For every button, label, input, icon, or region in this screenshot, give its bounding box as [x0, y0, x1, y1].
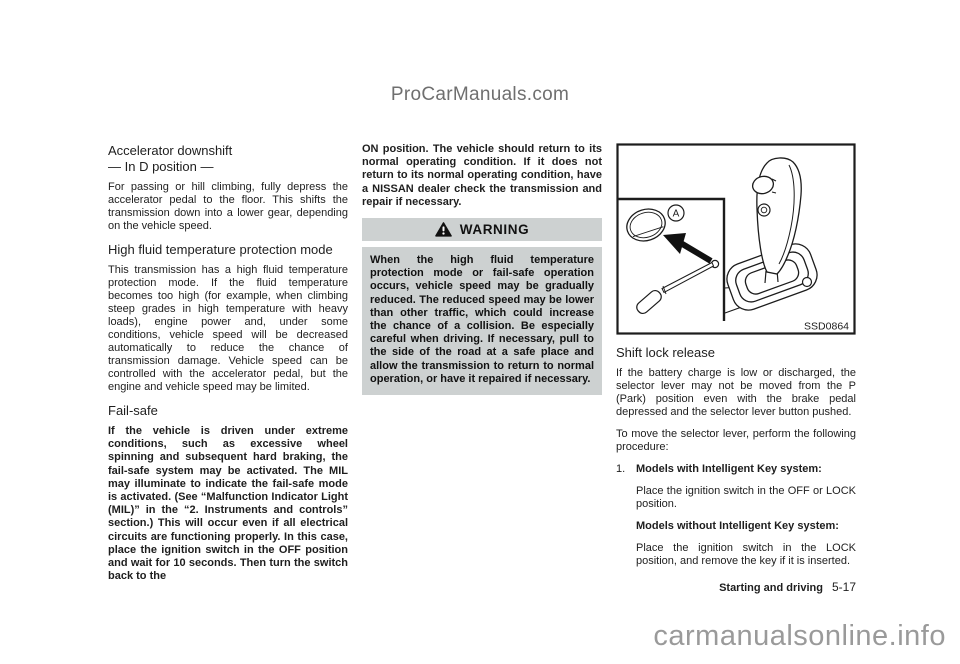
warning-text: When the high fluid temperature protection mode or fail-safe operation occurs, vehicle speed may be gradually reduced. The reduced speed may be lower than other traffic, which could increase the chance of a collision. Be especially careful when driving. If necessary, pull to the side of the road at a safe place and allow the transmission to return to normal operation, or have it repaired if necessary.	[370, 254, 594, 385]
column-middle	[362, 143, 602, 596]
para-accelerator-downshift: For passing or hill climbing, fully depress the accelerator pedal to the floor. This shifts the transmission down into a lower gear, depending on the vehicle speed.	[108, 181, 348, 232]
heading-shift-lock-release: Shift lock release	[616, 345, 715, 360]
warning-header	[362, 218, 602, 241]
step-number: 1.	[616, 463, 626, 475]
para-high-fluid-mode: This transmission has a high fluid temperature protection mode. If the fluid temperature becomes too high (for example, when climbing steep grades in high temperature with heavy loads), engine power and, under some conditions, vehicle speed will be decreased automatically to reduce the chance of transmission damage. Vehicle speed can be controlled with the accelerator pedal, but the engine and vehicle speed may be limited.	[108, 264, 348, 393]
shift-lock-hole	[803, 278, 812, 287]
heading-line-2: — In D position —	[108, 159, 214, 174]
warning-body	[362, 247, 602, 395]
procedure-step-1	[616, 463, 856, 568]
step-heading-with-key: Models with Intelligent Key system:	[636, 463, 822, 475]
page-footer	[616, 578, 856, 596]
para-on-position: ON position. The vehicle should return to its normal operating condition. If it does not return to its normal operating condition, have a NISSAN dealer check the transmission and repair if necessary.	[362, 143, 602, 208]
heading-fail-safe: Fail-safe	[108, 403, 158, 418]
column-right	[616, 143, 856, 596]
step-heading-without-key: Models without Intelligent Key system:	[636, 520, 839, 532]
para-battery-charge: If the battery charge is low or discharged, the selector lever may not be moved from the P (Park) position even with the brake pedal depressed and the selector lever button pushed.	[616, 367, 856, 418]
para-fail-safe: If the vehicle is driven under extreme conditions, such as excessive wheel spinning and subsequent hard braking, the fail-safe system may be activated. The MIL may illuminate to indicate the fail-safe mode is activated. (See “Malfunction Indicator Light (MIL)” in the “2. Instruments and controls” section.) This will occur even if all electrical circuits are functioning properly. In this case, place the ignition switch in the OFF position and wait for 10 seconds. Then turn the switch back to the	[108, 425, 348, 583]
warning-box	[362, 218, 602, 395]
heading-high-fluid-mode: High fluid temperature protection mode	[108, 242, 333, 257]
warning-triangle-icon	[435, 222, 452, 237]
para-procedure-intro: To move the selector lever, perform the following procedure:	[616, 428, 856, 453]
warning-title: WARNING	[459, 222, 530, 238]
watermark-top: ProCarManuals.com	[390, 84, 570, 105]
step-para-with-key: Place the ignition switch in the OFF or LOCK position.	[636, 485, 856, 510]
callout-a	[668, 205, 684, 221]
watermark-bottom: carmanualsonline.info	[653, 620, 946, 652]
step-para-without-key: Place the ignition switch in the LOCK position, and remove the key if it is inserted.	[636, 542, 856, 567]
callout-letter: A	[672, 208, 680, 220]
figure-shift-lock-release	[616, 143, 856, 335]
figure-code: SSD0864	[804, 320, 849, 333]
page-content	[108, 143, 858, 596]
heading-line-1: Accelerator downshift	[108, 143, 233, 158]
step-body	[636, 463, 856, 568]
small-button-outer	[758, 204, 770, 216]
footer-section-title: Starting and driving	[719, 582, 823, 594]
heading-accelerator-downshift	[108, 143, 348, 175]
footer-page-number: 5-17	[831, 580, 856, 594]
column-left	[108, 143, 348, 596]
